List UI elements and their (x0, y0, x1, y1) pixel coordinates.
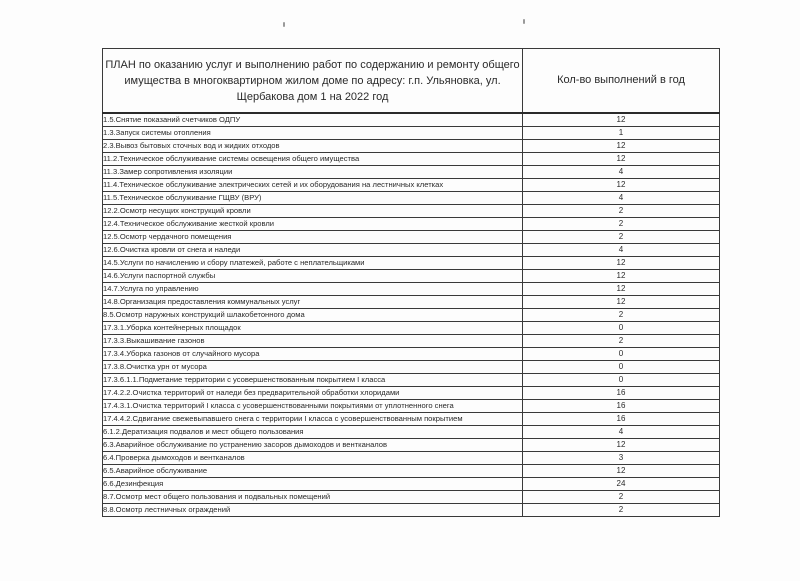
annual-count: 12 (523, 270, 720, 283)
service-name: 17.4.2.2.Очистка территорий от наледи без предварительной обработки хлоридами (103, 387, 523, 400)
annual-count: 4 (523, 192, 720, 205)
scan-speck (283, 22, 285, 27)
service-name: 6.1.2.Дератизация подвалов и мест общего пользования (103, 426, 523, 439)
table-row (103, 322, 720, 335)
table-row (103, 218, 720, 231)
service-name: 17.3.3.Выкашивание газонов (103, 335, 523, 348)
table-row (103, 270, 720, 283)
table-row (103, 257, 720, 270)
service-name: 12.2.Осмотр несущих конструкций кровли (103, 205, 523, 218)
service-name: 1.5.Снятие показаний счетчиков ОДПУ (103, 113, 523, 127)
service-name: 6.3.Аварийное обслуживание по устранению засоров дымоходов и вентканалов (103, 439, 523, 452)
annual-count: 12 (523, 153, 720, 166)
table-row (103, 361, 720, 374)
service-name: 6.5.Аварийное обслуживание (103, 465, 523, 478)
table-row (103, 465, 720, 478)
table-row (103, 413, 720, 426)
table-body (103, 113, 720, 517)
annual-count: 12 (523, 140, 720, 153)
table-row (103, 179, 720, 192)
annual-count: 2 (523, 504, 720, 517)
service-name: 14.5.Услуги по начислению и сбору платежей, работе с неплательщиками (103, 257, 523, 270)
service-name: 12.6.Очистка кровли от снега и наледи (103, 244, 523, 257)
annual-count: 4 (523, 166, 720, 179)
service-name: 8.5.Осмотр наружных конструкций шлакобетонного дома (103, 309, 523, 322)
table-row (103, 426, 720, 439)
annual-count: 2 (523, 309, 720, 322)
annual-count: 3 (523, 452, 720, 465)
annual-count: 0 (523, 374, 720, 387)
annual-count: 0 (523, 361, 720, 374)
table-header-row (103, 49, 720, 114)
annual-count: 12 (523, 439, 720, 452)
service-name: 17.3.4.Уборка газонов от случайного мусора (103, 348, 523, 361)
annual-count: 12 (523, 257, 720, 270)
annual-count: 16 (523, 413, 720, 426)
table-row (103, 387, 720, 400)
table-row (103, 192, 720, 205)
service-name: 14.6.Услуги паспортной службы (103, 270, 523, 283)
service-name: 17.3.6.1.1.Подметание территории с усовершенствованным покрытием I класса (103, 374, 523, 387)
table-row (103, 140, 720, 153)
table-row (103, 374, 720, 387)
table-row (103, 335, 720, 348)
annual-count: 12 (523, 283, 720, 296)
table-row (103, 309, 720, 322)
service-name: 8.8.Осмотр лестничных ограждений (103, 504, 523, 517)
service-name: 6.6.Дезинфекция (103, 478, 523, 491)
table-row (103, 478, 720, 491)
table-row (103, 113, 720, 127)
table-row (103, 400, 720, 413)
table-row (103, 283, 720, 296)
annual-count: 16 (523, 400, 720, 413)
table-row (103, 452, 720, 465)
service-name: 17.3.1.Уборка контейнерных площадок (103, 322, 523, 335)
annual-count: 2 (523, 205, 720, 218)
count-column-header: Кол-во выполнений в год (523, 49, 720, 114)
annual-count: 4 (523, 244, 720, 257)
table-row (103, 153, 720, 166)
annual-count: 2 (523, 335, 720, 348)
annual-count: 0 (523, 322, 720, 335)
table-row (103, 439, 720, 452)
table-row (103, 504, 720, 517)
service-name: 14.7.Услуга по управлению (103, 283, 523, 296)
annual-count: 12 (523, 465, 720, 478)
table-row (103, 127, 720, 140)
service-name: 11.4.Техническое обслуживание электрических сетей и их оборудования на лестничных клетках (103, 179, 523, 192)
annual-count: 2 (523, 218, 720, 231)
service-name: 12.4.Техническое обслуживание жесткой кровли (103, 218, 523, 231)
table-row (103, 166, 720, 179)
service-name: 11.3.Замер сопротивления изоляции (103, 166, 523, 179)
annual-count: 24 (523, 478, 720, 491)
plan-title: ПЛАН по оказанию услуг и выполнению работ по содержанию и ремонту общего имущества в многоквартирном жилом доме по адресу: г.п. Ульяновка, ул. Щербакова дом 1 на 2022 год (103, 49, 523, 114)
annual-count: 2 (523, 491, 720, 504)
table-row (103, 491, 720, 504)
annual-count: 12 (523, 113, 720, 127)
scan-speck (523, 19, 525, 24)
annual-count: 12 (523, 179, 720, 192)
service-name: 14.8.Организация предоставления коммунальных услуг (103, 296, 523, 309)
annual-count: 1 (523, 127, 720, 140)
table-row (103, 205, 720, 218)
service-name: 11.2.Техническое обслуживание системы освещения общего имущества (103, 153, 523, 166)
service-name: 12.5.Осмотр чердачного помещения (103, 231, 523, 244)
table-row (103, 348, 720, 361)
service-name: 17.3.8.Очистка урн от мусора (103, 361, 523, 374)
annual-count: 16 (523, 387, 720, 400)
service-name: 2.3.Вывоз бытовых сточных вод и жидких отходов (103, 140, 523, 153)
annual-count: 2 (523, 231, 720, 244)
table-row (103, 231, 720, 244)
service-name: 8.7.Осмотр мест общего пользования и подвальных помещений (103, 491, 523, 504)
annual-count: 4 (523, 426, 720, 439)
service-name: 6.4.Проверка дымоходов и вентканалов (103, 452, 523, 465)
table-row (103, 244, 720, 257)
service-name: 17.4.4.2.Сдвигание свежевыпавшего снега с территории I класса с усовершенствованным покрытием (103, 413, 523, 426)
service-plan-table (102, 48, 720, 517)
annual-count: 0 (523, 348, 720, 361)
service-name: 1.3.Запуск системы отопления (103, 127, 523, 140)
table-row (103, 296, 720, 309)
annual-count: 12 (523, 296, 720, 309)
service-name: 11.5.Техническое обслуживание ГЩВУ (ВРУ) (103, 192, 523, 205)
service-name: 17.4.3.1.Очистка территорий I класса с усовершенствованными покрытиями от уплотненного снега (103, 400, 523, 413)
